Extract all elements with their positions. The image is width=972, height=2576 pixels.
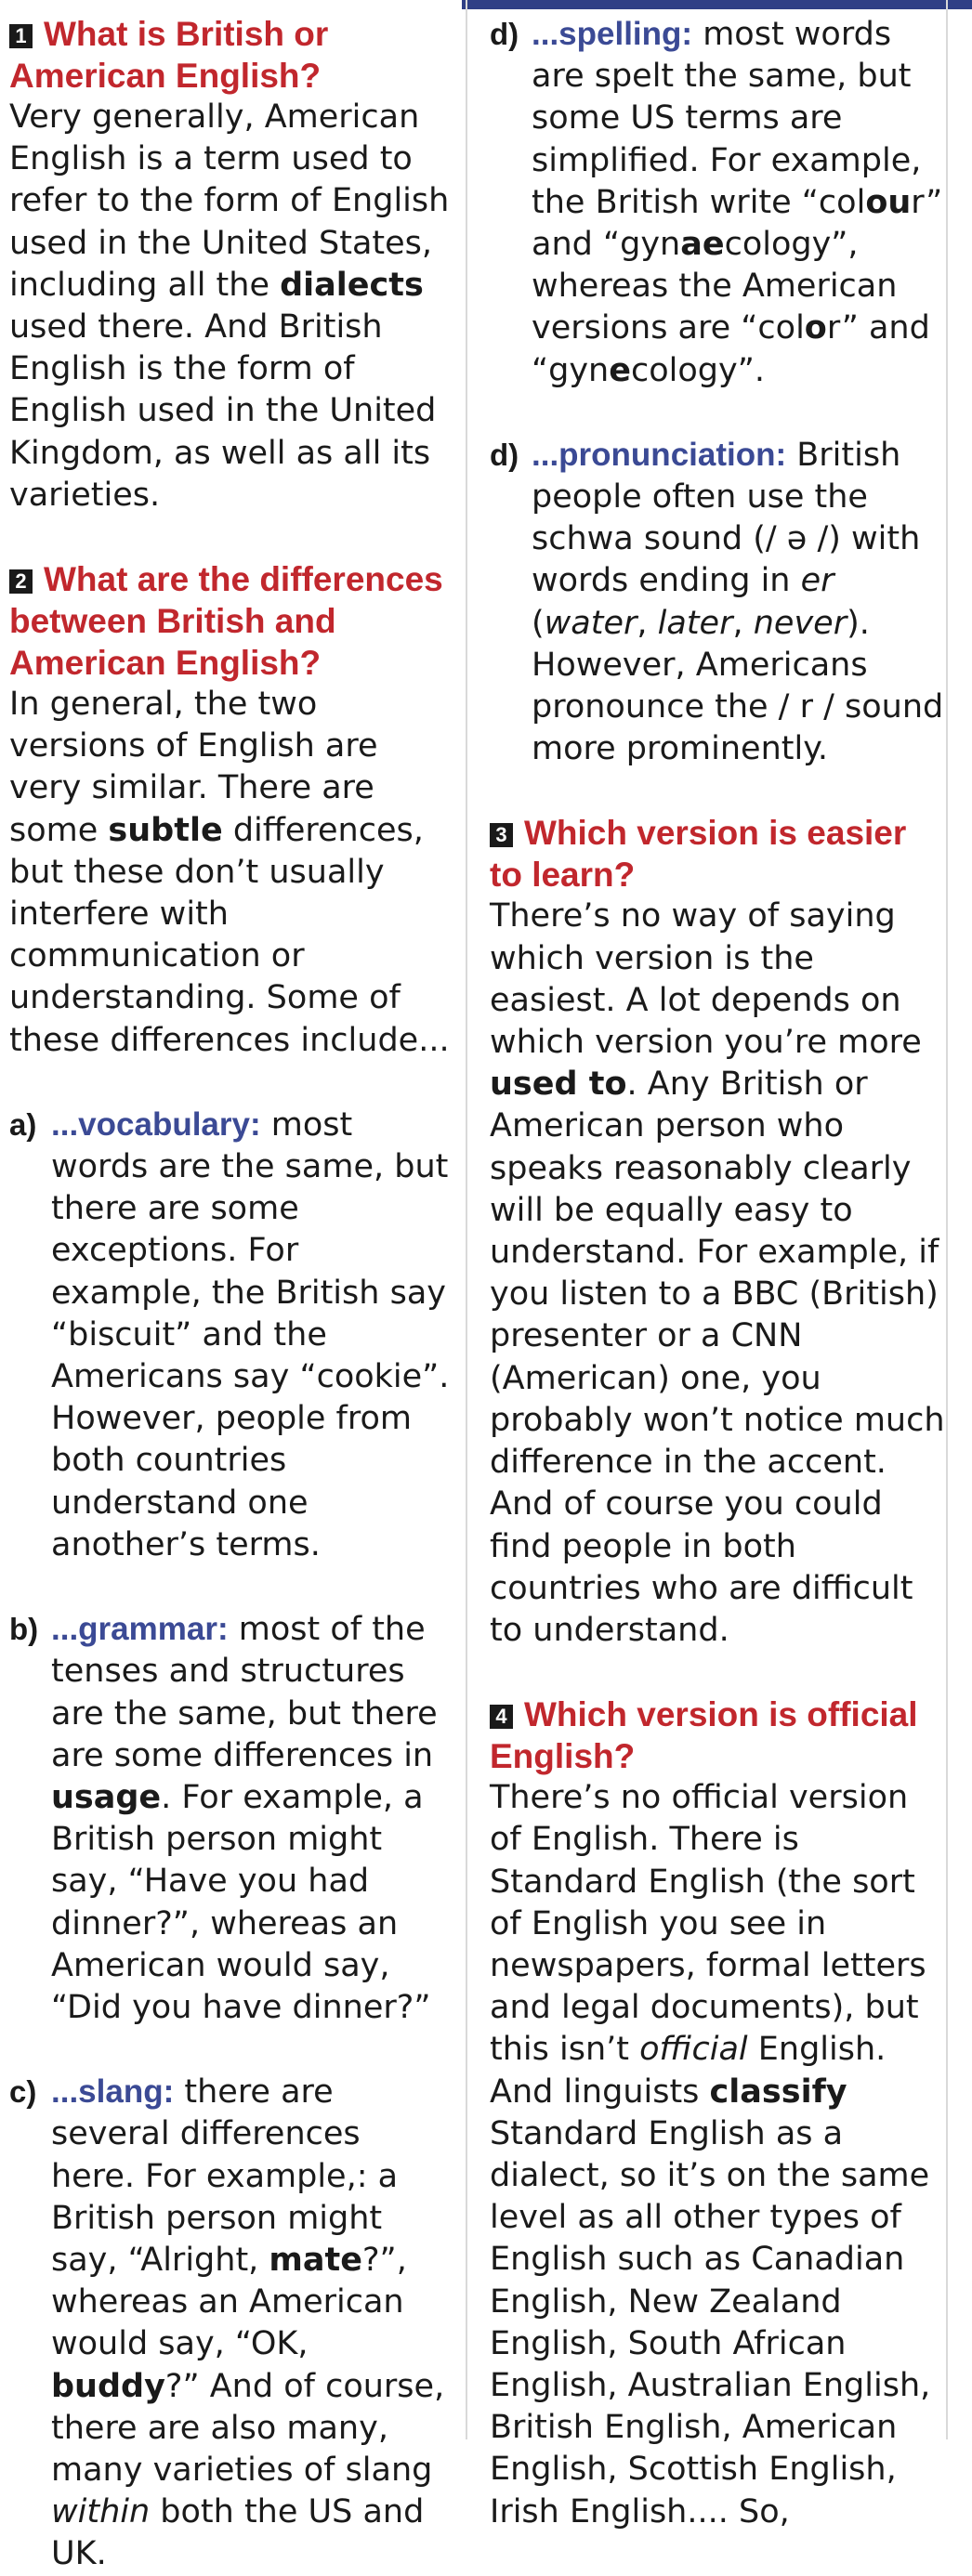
difference-item-grammar: [9, 1608, 453, 2029]
section-3-body: [490, 896, 945, 1652]
text-run: r” and “gyn: [532, 183, 943, 264]
top-accent-bar: [462, 0, 972, 9]
text-run: both the US and UK.: [51, 2493, 425, 2573]
text-run: r” and “gyn: [532, 309, 930, 389]
section-1-heading: [9, 13, 453, 97]
section-number-badge: 3: [490, 823, 513, 847]
text-run: most words are spelt the same, but some US terms are simplified. For example, the British write “col: [532, 16, 922, 221]
page-right-edge: [946, 0, 948, 2439]
section-1-body: [9, 97, 453, 517]
text-run: ?”, whereas an American would say, “OK,: [51, 2241, 407, 2363]
text-run: (: [532, 604, 545, 642]
emphasis-bold: dialects: [280, 266, 424, 304]
emphasis-italic: within: [51, 2493, 151, 2531]
text-run: most of the tenses and structures are the same, but there are some differences in: [51, 1611, 438, 1774]
text-run: English. And linguists: [490, 2031, 887, 2111]
item-text: [51, 1611, 438, 2026]
right-column: [490, 13, 945, 2533]
emphasis-bold: used to: [490, 1066, 627, 1104]
item-text: [51, 2073, 444, 2572]
item-text: [532, 437, 943, 767]
emphasis-bold: classify: [709, 2073, 847, 2111]
emphasis-bold: usage: [51, 1778, 162, 1816]
difference-item-spelling: [490, 13, 945, 392]
text-run: . Any British or American person who speaks reasonably clearly will be equally easy to understand. For example, if you listen to a BBC (British) presenter or a CNN (American) one, you probably won’t notice much difference in the accent. And of course you could find people in both countries who are difficult to understand.: [490, 1066, 945, 1649]
section-4-heading: [490, 1693, 945, 1777]
section-3-heading: [490, 812, 945, 896]
difference-item-vocabulary: [9, 1104, 453, 1566]
text-run: cology”.: [631, 351, 765, 389]
text-run: ?” And of course, there are also many, many varieties of slang: [51, 2367, 445, 2489]
section-number-badge: 1: [9, 24, 33, 48]
emphasis-italic: later: [657, 604, 733, 642]
item-term: ...slang:: [51, 2073, 175, 2111]
difference-item-slang: [9, 2071, 453, 2575]
text-run: There’s no official version of English. There is Standard English (the sort of English you see in newspapers, formal letters and legal documents), but this isn’t: [490, 1779, 926, 2069]
section-title: What are the differences between British and American English?: [9, 560, 443, 683]
emphasis-italic: er: [800, 562, 834, 600]
section-4-body: [490, 1777, 945, 2533]
emphasis-bold: buddy: [51, 2367, 165, 2405]
item-term: ...spelling:: [532, 16, 693, 52]
emphasis-italic: never: [753, 604, 847, 642]
emphasis-bold: o: [804, 309, 827, 347]
section-number-badge: 2: [9, 569, 33, 594]
text-run: there are several differences here. For example,: a British person might say, “Alright,: [51, 2073, 399, 2279]
text-run: differences, but these don’t usually interfere with communication or understanding. Some of these differences include...: [9, 811, 450, 1059]
text-run: Very generally, American English is a term used to refer to the form of English used in the United States, including all the: [9, 98, 450, 304]
section-2-heading: [9, 558, 453, 684]
text-run: ,: [732, 604, 754, 642]
item-term: ...grammar:: [51, 1611, 229, 1648]
left-column: [9, 13, 453, 2576]
text-run: cology”, whereas the American versions are “col: [532, 226, 898, 347]
text-run: There’s no way of saying which version is the easiest. A lot depends on which version you’re more: [490, 897, 922, 1062]
section-number-badge: 4: [490, 1705, 513, 1729]
emphasis-bold: e: [609, 351, 631, 389]
text-run: ,: [637, 604, 658, 642]
item-letter: c): [9, 2074, 37, 2110]
text-run: ). However, Americans pronounce the / r / sound more prominently.: [532, 604, 944, 768]
column-divider: [466, 0, 467, 2439]
text-run: most words are the same, but there are some exceptions. For example, the British say “biscuit” and the Americans say “cookie”. However, people from both countries understand one another’s terms.: [51, 1105, 450, 1563]
emphasis-bold: ae: [680, 226, 725, 264]
section-title: Which version is easier to learn?: [490, 814, 907, 895]
item-letter: d): [490, 437, 519, 472]
text-run: . For example, a British person might say, “Have you had dinner?”, whereas an American would say, “Did you have dinner?”: [51, 1778, 431, 2026]
item-text: [532, 16, 942, 389]
emphasis-bold: ou: [865, 183, 912, 221]
item-letter: a): [9, 1106, 37, 1142]
difference-item-pronunciation: [490, 434, 945, 771]
item-letter: b): [9, 1612, 39, 1647]
section-2-body: [9, 684, 453, 1062]
section-title: Which version is official English?: [490, 1695, 918, 1776]
text-run: British people often use the schwa sound (/ ə /) with words ending in: [532, 436, 921, 600]
text-run: In general, the two versions of English are very similar. There are some: [9, 686, 378, 849]
item-text: [51, 1106, 449, 1563]
item-letter: d): [490, 17, 519, 51]
text-run: Standard English as a dialect, so it’s on the same level as all other types of English such as Canadian English, New Zealand English, South African English, Australian English, British English, American English, Scottish English, Irish English.... So,: [490, 2114, 931, 2530]
emphasis-bold: mate: [269, 2241, 362, 2279]
section-title: What is British or American English?: [9, 15, 329, 95]
emphasis-italic: water: [544, 604, 637, 642]
item-term: ...vocabulary:: [51, 1105, 261, 1143]
item-term: ...pronunciation:: [532, 436, 787, 473]
emphasis-bold: subtle: [108, 811, 223, 849]
text-run: used there. And British English is the form of English used in the United Kingdom, as well as all its varieties.: [9, 308, 437, 514]
emphasis-italic: official: [639, 2031, 748, 2069]
